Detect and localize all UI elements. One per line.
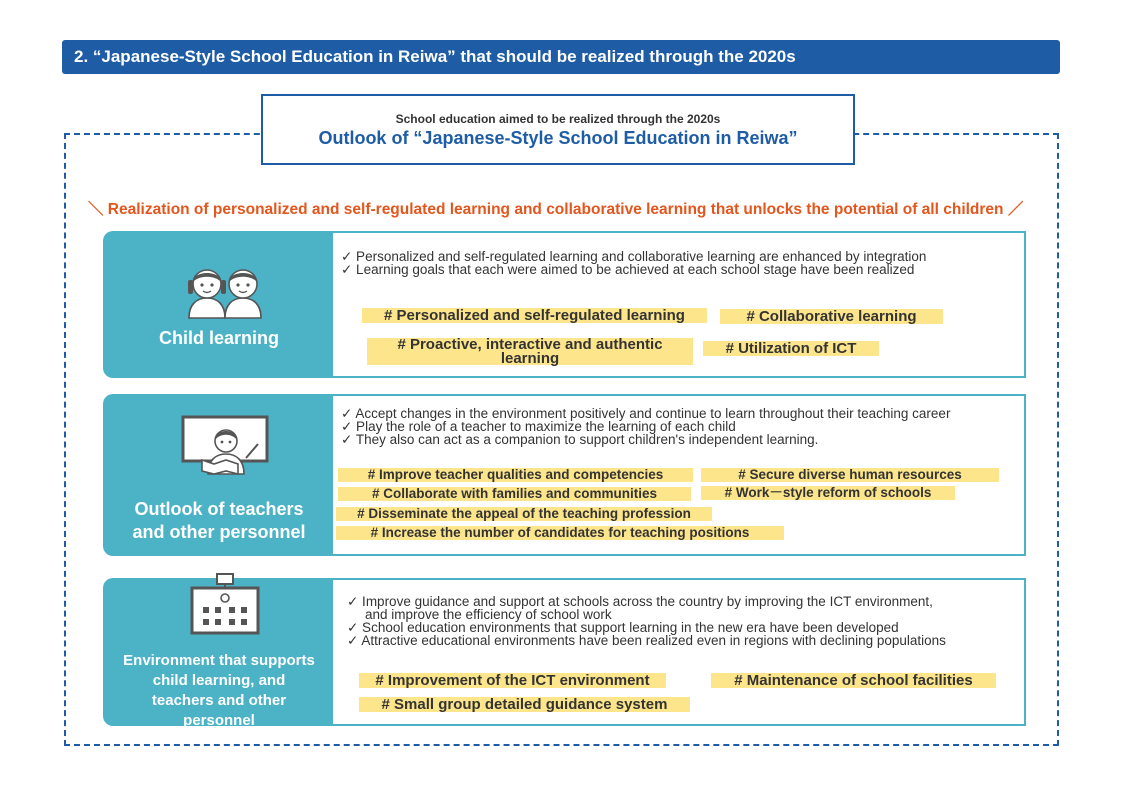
teacher-board-icon bbox=[180, 414, 272, 481]
tag-utilization-ict: # Utilization of ICT bbox=[703, 341, 879, 356]
environment-label-line: child learning, and bbox=[152, 672, 286, 689]
teachers-label-line: and other personnel bbox=[132, 522, 306, 542]
check-item: ✓ Improve guidance and support at schools across the country by improving the ICT environment, bbox=[347, 594, 933, 609]
tag-ict-environment: # Improvement of the ICT environment bbox=[359, 673, 666, 688]
school-building-icon bbox=[189, 572, 261, 641]
teachers-label bbox=[103, 498, 335, 544]
tag-work-style-reform: # Work－style reform of schools bbox=[701, 486, 955, 500]
teachers-label-panel bbox=[103, 394, 335, 556]
check-item: ✓ Learning goals that each were aimed to be achieved at each school stage have been realized bbox=[341, 262, 915, 277]
environment-label bbox=[103, 651, 335, 731]
check-item: ✓ They also can act as a companion to support children's independent learning. bbox=[341, 432, 819, 447]
outlook-subtitle: School education aimed to be realized through the 2020s bbox=[395, 112, 721, 126]
environment-row bbox=[103, 578, 1026, 729]
teachers-label-line: Outlook of teachers bbox=[134, 499, 304, 519]
check-item: ✓ Attractive educational environments have been realized even in regions with declining populations bbox=[347, 633, 946, 648]
tag-proactive-learning bbox=[367, 338, 693, 365]
outlook-box bbox=[261, 94, 855, 165]
tag-school-facilities: # Maintenance of school facilities bbox=[711, 673, 996, 688]
child-learning-checks bbox=[341, 250, 926, 276]
child-learning-label-panel bbox=[103, 231, 335, 378]
environment-label-line: Environment that supports bbox=[123, 652, 315, 669]
tag-line: learning bbox=[500, 350, 560, 367]
outlook-title: Outlook of “Japanese-Style School Education in Reiwa” bbox=[318, 128, 798, 148]
realization-statement: ＼ Realization of personalized and self-regulated learning and collaborative learning that unlocks the potential of all children ／ bbox=[88, 201, 1024, 218]
tag-diverse-resources: # Secure diverse human resources bbox=[701, 468, 999, 482]
environment-label-line: personnel bbox=[183, 712, 255, 729]
tag-collaborative-learning: # Collaborative learning bbox=[720, 309, 943, 324]
check-item: ✓ Personalized and self-regulated learning and collaborative learning are enhanced by integration bbox=[341, 249, 927, 264]
environment-label-panel bbox=[103, 578, 335, 729]
check-item: ✓ School education environments that support learning in the new era have been developed bbox=[347, 620, 899, 635]
environment-checks bbox=[347, 595, 946, 647]
section-header bbox=[62, 40, 1060, 74]
tag-small-group-guidance: # Small group detailed guidance system bbox=[359, 697, 690, 712]
check-item-continued: and improve the efficiency of school work bbox=[365, 607, 612, 622]
teachers-checks bbox=[341, 407, 999, 446]
tag-collaborate-families: # Collaborate with families and communities bbox=[338, 487, 691, 501]
tag-personalized-learning: # Personalized and self-regulated learning bbox=[362, 308, 707, 323]
teachers-row bbox=[103, 394, 1026, 556]
section-header-title: 2. “Japanese-Style School Education in Reiwa” that should be realized through the 2020s bbox=[74, 47, 796, 66]
tag-teacher-qualities: # Improve teacher qualities and competencies bbox=[338, 468, 693, 482]
environment-label-line: teachers and other bbox=[151, 692, 287, 709]
check-item: ✓ Play the role of a teacher to maximize the learning of each child bbox=[341, 419, 736, 434]
children-icon bbox=[183, 264, 267, 325]
child-learning-label: Child learning bbox=[158, 328, 279, 348]
check-item: ✓ Accept changes in the environment positively and continue to learn throughout their teaching career bbox=[341, 406, 951, 421]
child-learning-row bbox=[103, 231, 1026, 378]
tag-increase-candidates: # Increase the number of candidates for teaching positions bbox=[336, 526, 784, 540]
tag-line: # Proactive, interactive and authentic bbox=[397, 336, 663, 353]
tag-teaching-appeal: # Disseminate the appeal of the teaching profession bbox=[336, 507, 712, 521]
